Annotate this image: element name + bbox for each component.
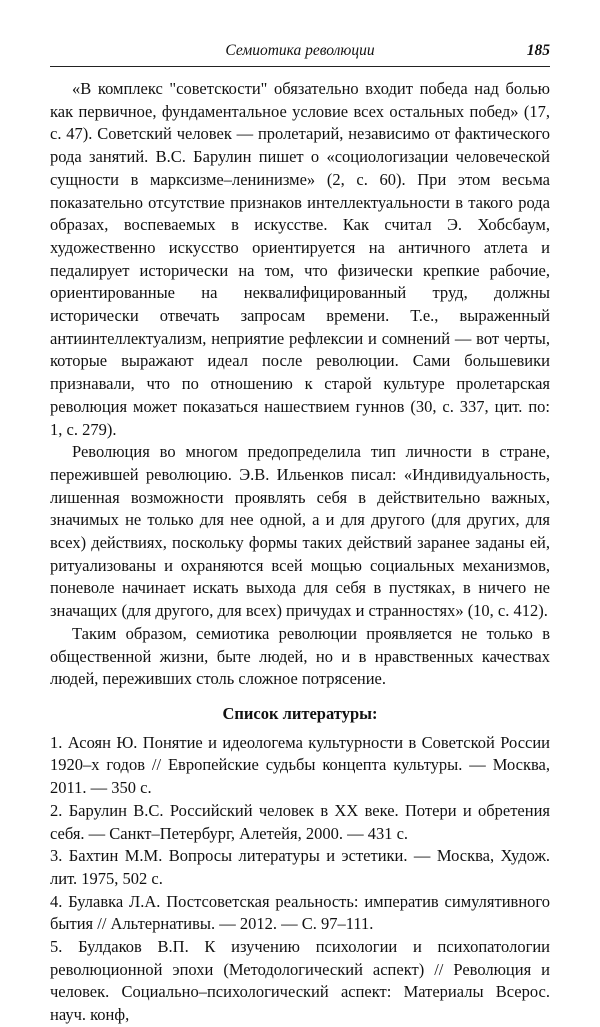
bibliography-item: 1. Асоян Ю. Понятие и идеологема культурности в Советской России 1920–х годов // Европейские судьбы концепта культуры. — Москва, 2011. — 350 с. bbox=[50, 732, 550, 798]
bibliography-item: 4. Булавка Л.А. Постсоветская реальность: императив симулятивного бытия // Альтернативы. — 2012. — С. 97–111. bbox=[50, 891, 550, 934]
paragraph-3: Таким образом, семиотика революции проявляется не только в общественной жизни, быте людей, но и в нравственных качествах людей, переживших столь сложное потрясение. bbox=[50, 623, 550, 689]
paragraph-1: «В комплекс "советскости" обязательно входит победа над болью как первичное, фундаментальное условие всех остальных побед» (17, с. 47). Советский человек — пролетарий, независимо от фактического рода занятий. В.С. Барулин пишет о «социологизации человеческой сущности в марксизме–ленинизме» (2, с. 60). При этом весьма показательно отсутствие признаков интеллектуальности в такого рода образах, воспеваемых в искусстве. Как считал Э. Хобсбаум, художественно искусство ориентируется на античного атлета и педалирует исторически на том, что физически крепкие рабочие, ориентированные на неквалифицированный труд, должны исторически отвечать запросам времени. Т.е., выраженный антиинтеллектуализм, неприятие рефлексии и сомнений — вот черты, которые выражают идеал после революции. Сами большевики признавали, что по отношению к старой культуре пролетарская революция может показаться нашествием гуннов (30, с. 337, цит. по: 1, с. 279). bbox=[50, 79, 550, 439]
bibliography-item: 2. Барулин В.С. Российский человек в ХХ веке. Потери и обретения себя. — Санкт–Петербург, Алетейя, 2000. — 431 с. bbox=[50, 800, 550, 843]
bibliography-heading: Список литературы: bbox=[222, 703, 378, 723]
header-rule bbox=[50, 66, 550, 67]
page-number: 185 bbox=[526, 42, 550, 59]
page-body bbox=[50, 78, 550, 1027]
bibliography-item: 5. Булдаков В.П. К изучению психологии и психопатологии революционной эпохи (Методологический аспект) // Революция и человек. Социально–психологический аспект: Материалы Всерос. науч. конф, bbox=[50, 937, 550, 1025]
paragraph-2: Революция во многом предопределила тип личности в стране, пережившей революцию. Э.В. Ильенков писал: «Индивидуальность, лишенная возможности проявлять себя в действительно важных, значимых не только для нее одной, а и для другого (для других, для всех) действиях, поскольку формы таких действий заранее заданы ей, ритуализованы и охраняются всей мощью социальных механизмов, поневоле начинает искать выхода для себя в пустяках, в ничего не значащих (для другого, для всех) причудах и странностях» (10, с. 412). bbox=[50, 442, 550, 621]
page-header bbox=[50, 41, 550, 63]
bibliography-item: 3. Бахтин М.М. Вопросы литературы и эстетики. — Москва, Худож. лит. 1975, 502 с. bbox=[50, 846, 550, 888]
bibliography-list bbox=[50, 732, 550, 1027]
running-title: Семиотика революции bbox=[225, 42, 375, 59]
